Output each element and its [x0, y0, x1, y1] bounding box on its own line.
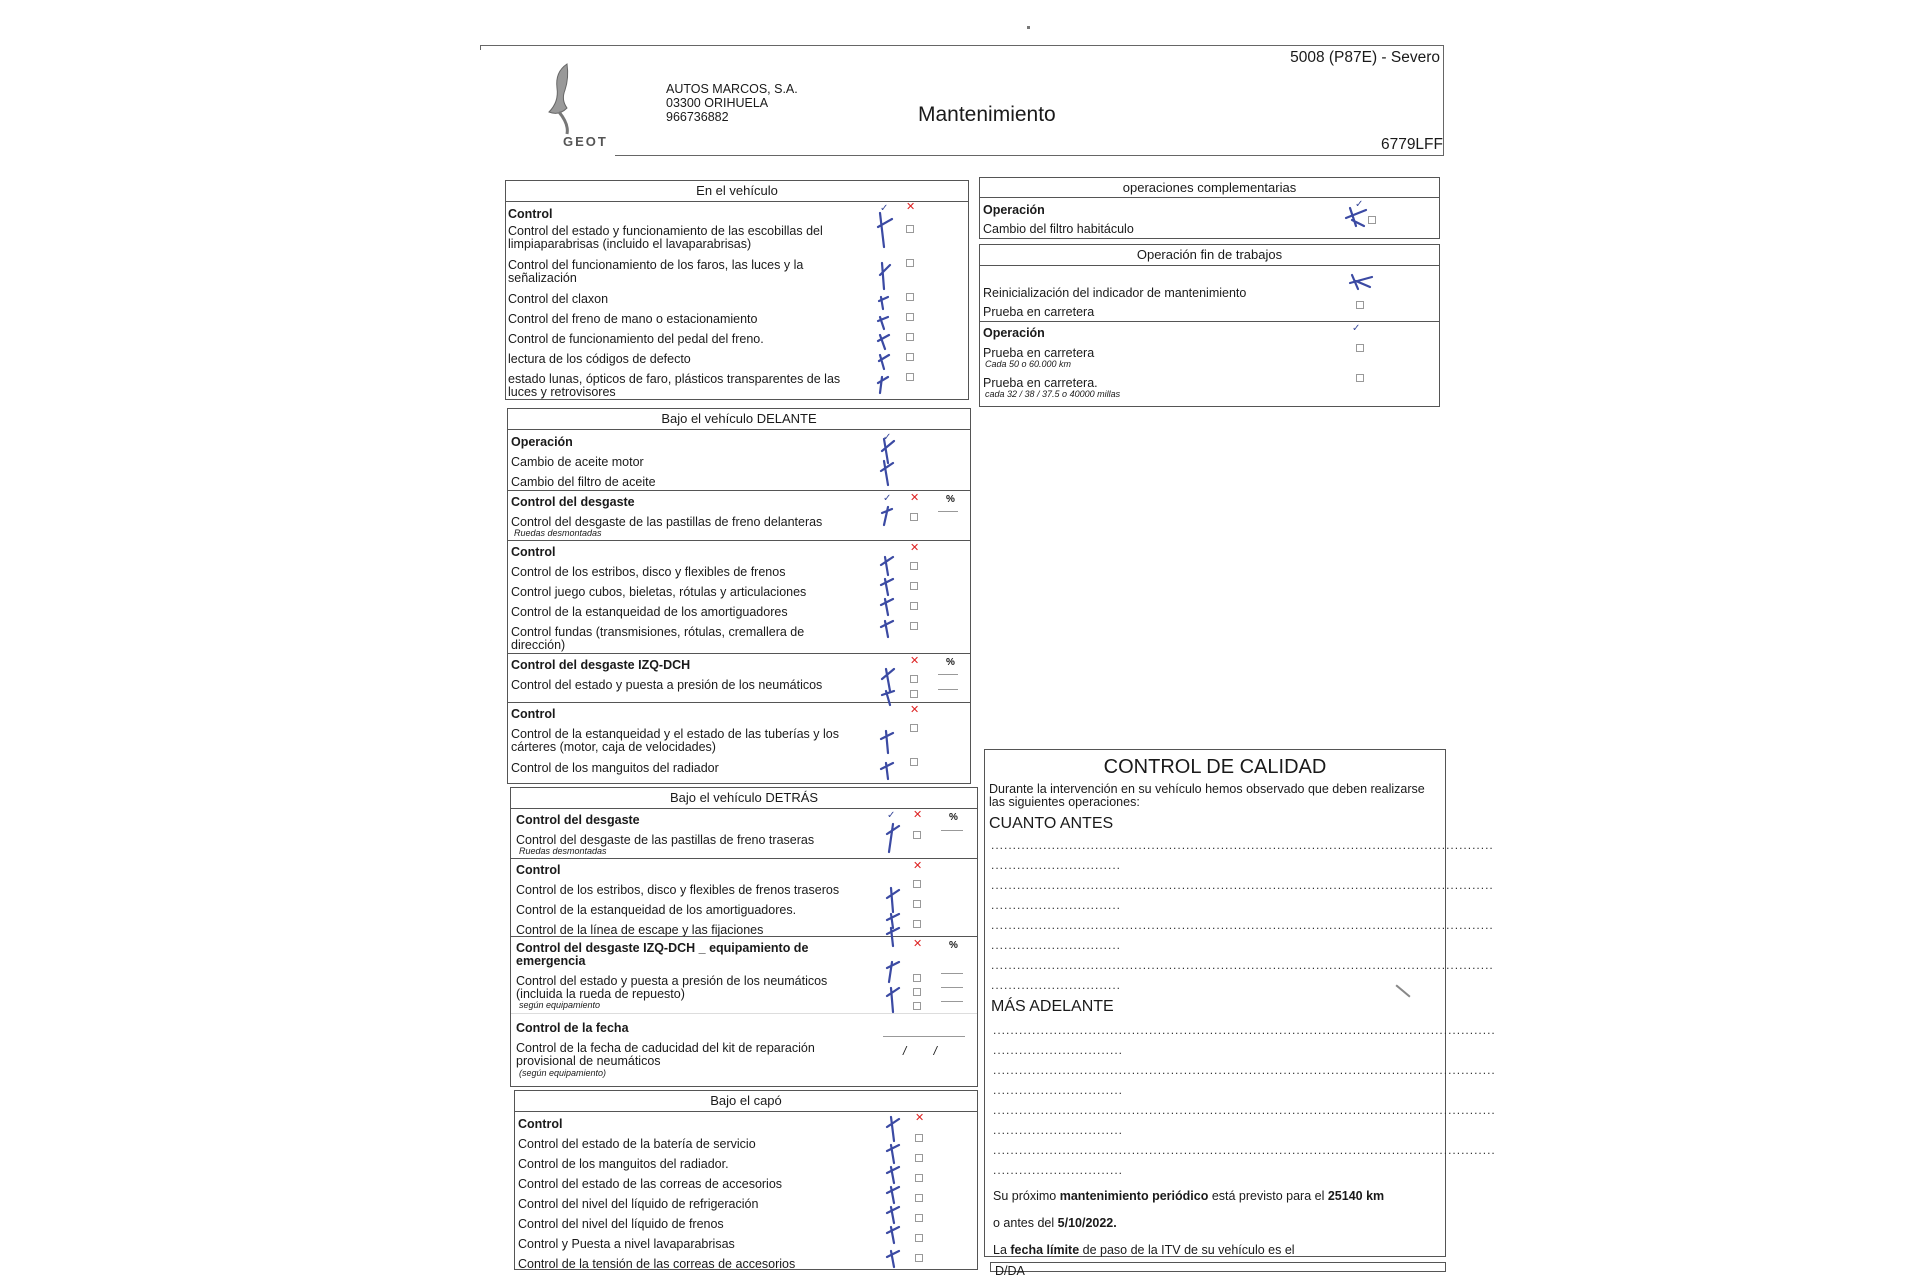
percent-column: %: [949, 940, 958, 951]
checklist-item: Control del desgaste de las pastillas de freno traseras: [516, 833, 815, 847]
next-bold: mantenimiento periódico: [1059, 1189, 1209, 1203]
checkbox[interactable]: [913, 831, 921, 839]
section-signature-cut: [990, 1262, 1446, 1278]
divider: [511, 858, 977, 859]
checklist-item: Control de la estanqueidad de los amortiguadores.: [516, 903, 797, 917]
group-label: Control del desgaste: [516, 813, 640, 827]
checkbox[interactable]: [906, 373, 914, 381]
next-mid: está previsto para el: [1208, 1189, 1328, 1203]
checklist-item: lectura de los códigos de defecto: [508, 352, 691, 366]
checklist-note: Cada 50 o 60.000 km: [985, 359, 1072, 369]
page-title: Mantenimiento: [918, 103, 1056, 126]
checklist-note: Ruedas desmontadas: [519, 846, 607, 856]
checkbox[interactable]: [906, 313, 914, 321]
checkbox[interactable]: [910, 582, 918, 590]
dealer-name: AUTOS MARCOS, S.A.: [666, 82, 798, 96]
dotted-line[interactable]: ....................................................................................................................: [991, 878, 1494, 892]
itv-bold: fecha límite: [1010, 1243, 1080, 1257]
checkbox[interactable]: [1356, 374, 1364, 382]
checkbox[interactable]: [1356, 301, 1364, 309]
percent-field[interactable]: [941, 830, 963, 831]
checklist-item: Control de la línea de escape y las fijaciones: [516, 923, 764, 937]
group-label: Control: [511, 707, 556, 721]
checkbox[interactable]: [913, 974, 921, 982]
checklist-note: según equipamiento: [519, 1000, 601, 1010]
handwritten-check-mark: [1346, 271, 1376, 293]
checklist-item: Control del nivel del líquido de refrigeración: [518, 1197, 759, 1211]
checklist-item: Cambio del filtro de aceite: [511, 475, 656, 489]
checklist-item: estado lunas, ópticos de faro, plásticos transparentes de las luces y retrovisores: [508, 372, 841, 399]
ko-column-icon: ✕: [910, 542, 920, 554]
checkbox[interactable]: [910, 513, 918, 521]
checklist-item: Control del estado y puesta a presión de los neumáticos (incluida la rueda de repuesto): [516, 974, 828, 1001]
checkbox[interactable]: [913, 900, 921, 908]
section-title: Operación fin de trabajos: [980, 245, 1439, 266]
dotted-line[interactable]: ..............................: [993, 1083, 1124, 1097]
group-label: Operación: [983, 203, 1045, 217]
checklist-item: Control de la fecha de caducidad del kit de reparación provisional de neumáticos: [516, 1041, 815, 1068]
checkbox[interactable]: [910, 675, 918, 683]
section-bajo-capo: [514, 1090, 978, 1270]
checklist-item: Control de la estanqueidad y el estado de las tuberías y los cárteres (motor, caja de velocidades): [511, 727, 839, 754]
percent-field[interactable]: [938, 511, 958, 512]
section-title: En el vehículo: [506, 181, 968, 202]
checkbox[interactable]: [1356, 344, 1364, 352]
handwritten-check-mark: [881, 812, 907, 1012]
date-field[interactable]: [883, 1036, 965, 1037]
dotted-line[interactable]: ..............................: [991, 978, 1122, 992]
checkbox[interactable]: [915, 1174, 923, 1182]
handwritten-check-mark: [874, 205, 898, 395]
dotted-line[interactable]: ..............................: [993, 1043, 1124, 1057]
checklist-item: Control de la estanqueidad de los amortiguadores: [511, 605, 788, 619]
checklist-item: Control de los estribos, disco y flexibles de frenos: [511, 565, 786, 579]
percent-column: %: [946, 494, 955, 505]
checklist-item: Control del desgaste de las pastillas de freno delanteras: [511, 515, 823, 529]
checkbox[interactable]: [910, 622, 918, 630]
ko-column-icon: ✕: [910, 655, 920, 667]
dotted-line[interactable]: ....................................................................................................................: [991, 958, 1494, 972]
ok-column-icon: ✓: [1352, 323, 1361, 334]
vehicle-plate: 6779LFF: [1380, 136, 1443, 153]
dotted-line[interactable]: ....................................................................................................................: [991, 838, 1494, 852]
checkbox[interactable]: [915, 1154, 923, 1162]
divider: [980, 321, 1439, 322]
section-label-cuanto-antes: CUANTO ANTES: [989, 815, 1114, 832]
or-date: 5/10/2022.: [1057, 1216, 1117, 1230]
ok-column-icon: ✓: [883, 493, 892, 504]
section-bajo-detras: [510, 787, 978, 1087]
section-title: Bajo el capó: [515, 1091, 977, 1112]
checkbox[interactable]: [910, 690, 918, 698]
checkbox[interactable]: [910, 562, 918, 570]
checkbox[interactable]: [915, 1194, 923, 1202]
dotted-line[interactable]: ....................................................................................................................: [991, 918, 1494, 932]
checklist-item: Prueba en carretera: [983, 305, 1095, 319]
ko-column-icon: ✕: [913, 809, 923, 821]
group-label: Control del desgaste IZQ-DCH _ equipamiento de emergencia: [516, 941, 809, 968]
dotted-line[interactable]: ..............................: [991, 938, 1122, 952]
checkbox[interactable]: [906, 225, 914, 233]
group-label: Control: [518, 1117, 563, 1131]
logo-text: GEOT: [563, 134, 608, 149]
checklist-item: Control del estado y puesta a presión de los neumáticos: [511, 678, 823, 692]
checklist-item: Control de funcionamiento del pedal del freno.: [508, 332, 764, 346]
ok-column-icon: ✓: [1355, 199, 1364, 210]
checkbox[interactable]: [913, 920, 921, 928]
dotted-line[interactable]: ..............................: [993, 1123, 1124, 1137]
checkbox[interactable]: [906, 259, 914, 267]
checklist-item: Control y Puesta a nivel lavaparabrisas: [518, 1237, 735, 1251]
checklist-item: Control de los manguitos del radiador: [511, 761, 719, 775]
checklist-item: Cambio del filtro habitáculo: [983, 222, 1134, 236]
ok-column-icon: ✓: [880, 203, 889, 214]
group-label: Operación: [511, 435, 573, 449]
next-date-text: [993, 1217, 1117, 1230]
ko-column-icon: ✕: [915, 1112, 925, 1124]
ok-column-icon: ✓: [883, 432, 892, 443]
section-title: Bajo el vehículo DELANTE: [508, 409, 970, 430]
percent-column: %: [946, 657, 955, 668]
percent-field[interactable]: [938, 689, 958, 690]
group-label: Control de la fecha: [516, 1021, 629, 1035]
checklist-item: Control del claxon: [508, 292, 609, 306]
checkbox[interactable]: [906, 333, 914, 341]
percent-column: %: [949, 812, 958, 823]
group-label: Control: [516, 863, 561, 877]
date-value: / /: [903, 1044, 950, 1058]
section-complementarias: [979, 177, 1440, 239]
next-pre: Su próximo: [993, 1189, 1060, 1203]
checklist-item: Control del estado y funcionamiento de las escobillas del limpiaparabrisas (incluido el lavaparabrisas): [508, 224, 823, 251]
checkbox[interactable]: [913, 880, 921, 888]
dotted-line[interactable]: ..............................: [991, 898, 1122, 912]
section-label-mas-adelante: MÁS ADELANTE: [991, 998, 1114, 1015]
checklist-item: Control del funcionamiento de los faros, las luces y la señalización: [508, 258, 804, 285]
checkbox[interactable]: [915, 1214, 923, 1222]
dotted-line[interactable]: ....................................................................................................................: [993, 1103, 1496, 1117]
ko-column-icon: ✕: [906, 201, 916, 213]
section-bajo-delante: [507, 408, 971, 784]
checkbox[interactable]: [915, 1134, 923, 1142]
percent-field[interactable]: [941, 973, 963, 974]
dotted-line[interactable]: ....................................................................................................................: [993, 1063, 1496, 1077]
checkbox[interactable]: [913, 988, 921, 996]
checklist-item: Reinicialización del indicador de mantenimiento: [983, 286, 1247, 300]
percent-field[interactable]: [938, 674, 958, 675]
checklist-item: Control del estado de las correas de accesorios: [518, 1177, 783, 1191]
next-maintenance-text: [993, 1190, 1384, 1203]
dotted-line[interactable]: ..............................: [991, 858, 1122, 872]
checklist-item: Control juego cubos, bieletas, rótulas y articulaciones: [511, 585, 807, 599]
signature-label: D/DA: [995, 1264, 1025, 1278]
checklist-item: Control de los estribos, disco y flexibles de frenos traseros: [516, 883, 840, 897]
ok-column-icon: ✓: [887, 810, 896, 821]
itv-post: de paso de la ITV de su vehículo es el: [1079, 1243, 1295, 1257]
checklist-note: cada 32 / 38 / 37.5 o 40000 millas: [985, 389, 1121, 399]
section-en-vehiculo: [505, 180, 969, 400]
next-km: 25140 km: [1327, 1189, 1385, 1203]
group-label: Control: [508, 207, 553, 221]
dotted-line[interactable]: ....................................................................................................................: [993, 1023, 1496, 1037]
quality-title: CONTROL DE CALIDAD: [1103, 756, 1327, 778]
checkbox[interactable]: [906, 293, 914, 301]
checkbox[interactable]: [915, 1254, 923, 1262]
checkbox[interactable]: [910, 602, 918, 610]
checklist-note: (según equipamiento): [519, 1068, 607, 1078]
scan-mark: [1027, 26, 1030, 29]
group-label: Control: [511, 545, 556, 559]
itv-text: [993, 1244, 1295, 1257]
checkbox[interactable]: [913, 1002, 921, 1010]
checklist-item: Cambio de aceite motor: [511, 455, 644, 469]
section-fin-trabajos: [979, 244, 1440, 407]
group-label: Control del desgaste: [511, 495, 635, 509]
percent-field[interactable]: [941, 987, 963, 988]
checklist-item: Control del nivel del líquido de frenos: [518, 1217, 724, 1231]
section-control-calidad: [984, 749, 1496, 1257]
ko-column-icon: ✕: [913, 938, 923, 950]
ko-column-icon: ✕: [913, 860, 923, 872]
checkbox[interactable]: [915, 1234, 923, 1242]
checkbox[interactable]: [906, 353, 914, 361]
checklist-item: Prueba en carretera: [983, 346, 1095, 360]
checklist-item: Control de los manguitos del radiador.: [518, 1157, 729, 1171]
checkbox[interactable]: [910, 758, 918, 766]
dealer-city: 03300 ORIHUELA: [666, 96, 769, 110]
checklist-note: Ruedas desmontadas: [514, 528, 602, 538]
handwritten-check-mark: [881, 1111, 907, 1271]
dealer-phone: 966736882: [666, 110, 729, 124]
section-title: operaciones complementarias: [980, 178, 1439, 198]
divider: [511, 936, 977, 937]
dotted-line[interactable]: ....................................................................................................................: [993, 1143, 1496, 1157]
handwritten-check-mark: [876, 433, 902, 783]
checklist-item: Control de la tensión de las correas de accesorios: [518, 1257, 796, 1271]
group-label: Control del desgaste IZQ-DCH: [511, 658, 691, 672]
ko-column-icon: ✕: [910, 704, 920, 716]
checklist-item: Control fundas (transmisiones, rótulas, cremallera de dirección): [511, 625, 805, 652]
handwritten-check-mark: [1342, 204, 1372, 230]
group-label: Operación: [983, 326, 1045, 340]
section-title: Bajo el vehículo DETRÁS: [511, 788, 977, 809]
itv-pre: La: [993, 1243, 1011, 1257]
checklist-item: Prueba en carretera.: [983, 376, 1098, 390]
checklist-item: Control del freno de mano o estacionamiento: [508, 312, 758, 326]
ko-column-icon: ✕: [910, 492, 920, 504]
checkbox[interactable]: [910, 724, 918, 732]
divider: [511, 1013, 977, 1014]
vehicle-model: 5008 (P87E) - Severo: [1290, 49, 1440, 66]
percent-field[interactable]: [941, 1001, 963, 1002]
checklist-item: Control del estado de la batería de servicio: [518, 1137, 756, 1151]
or-pre: o antes del: [993, 1216, 1058, 1230]
dotted-line[interactable]: ..............................: [993, 1163, 1124, 1177]
quality-intro: Durante la intervención en su vehículo hemos observado que deben realizarse las siguientes operaciones:: [989, 782, 1425, 809]
